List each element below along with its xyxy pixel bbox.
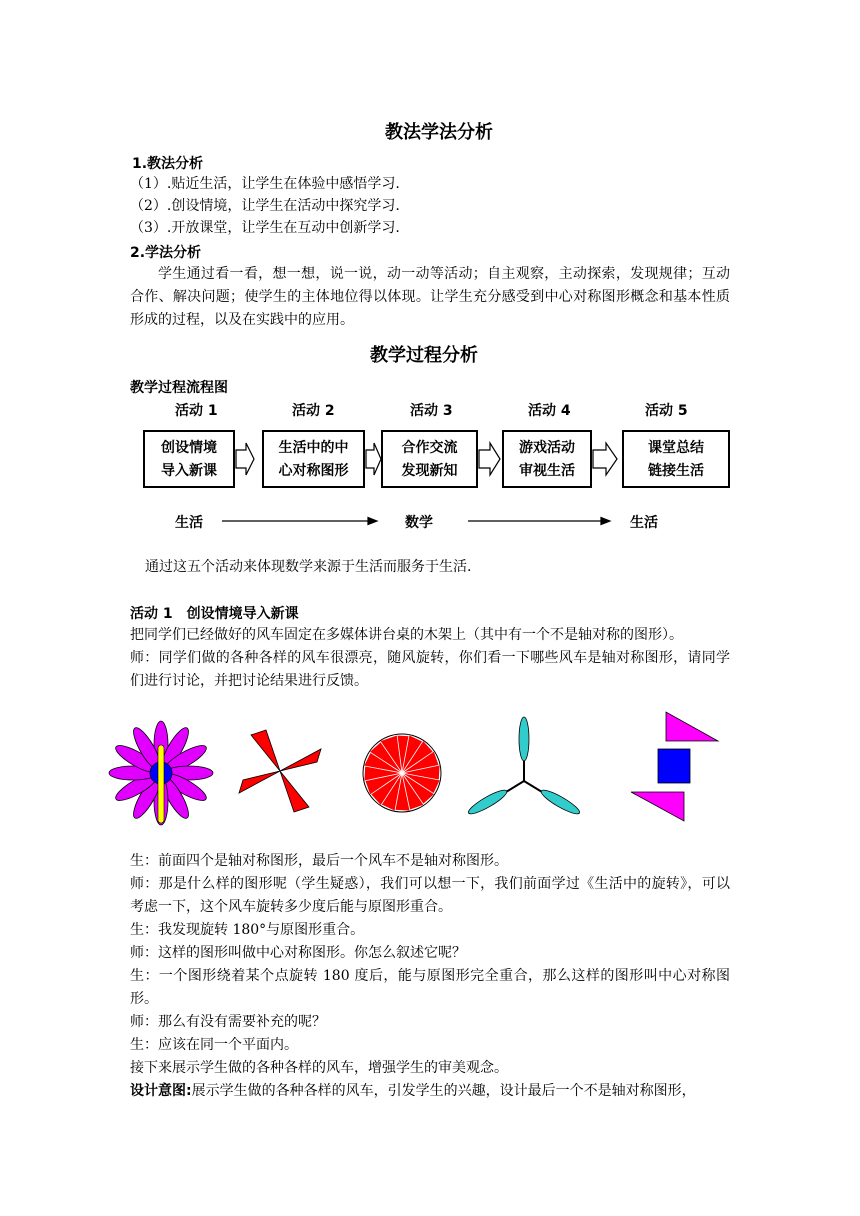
math-to-life-arrowhead-icon [601,518,610,525]
flowchart-title: 教学过程流程图 [130,380,228,396]
subheading-learning-method: 2.学法分析 [130,245,202,261]
dialog-line-8: 接下来展示学生做的各种各样的风车，增强学生的审美观念。 [130,1060,508,1076]
method-item-2: （2）.创设情境，让学生在活动中探究学习. [130,198,400,214]
flow-arrow-1-icon [236,443,254,475]
flow-box-3-line-2: 发现新知 [401,463,458,479]
purple-flower-pinwheel-icon [109,721,213,825]
flow-arrow-3-icon [479,443,500,475]
cyan-three-blade-pinwheel-icon [466,717,582,817]
activity1-line-1: 把同学们已经做好的风车固定在多媒体讲台桌的木架上（其中有一个不是轴对称的图形）。 [130,627,683,643]
method-item-1: （1）.贴近生活，让学生在体验中感悟学习. [130,176,400,192]
flow-box-5-line-2: 链接生活 [648,463,704,479]
flow-box-2-line-2: 心对称图形 [278,463,349,479]
activity1-heading: 活动 1 创设情境导入新课 [130,606,299,622]
dialog-line-6: 师：那么有没有需要补充的呢？ [130,1014,326,1030]
activity-label-4: 活动 4 [528,403,571,419]
flowchart-arrows [0,0,860,540]
flow-arrow-2-icon [366,443,381,475]
method-item-3: （3）.开放课堂，让学生在互动中创新学习. [130,220,400,236]
magenta-blue-asymmetric-pinwheel-icon [631,712,718,821]
flow-box-1-line-1: 创设情境 [161,440,217,456]
dialog-line-3: 生：我发现旋转 180°与原图形重合。 [130,922,365,938]
section-title-process: 教学过程分析 [370,345,478,366]
activity1-line-2: 师：同学们做的各种各样的风车很漂亮，随风旋转，你们看一下哪些风车是轴对称图形，请同学们进行讨论，并把讨论结果进行反馈。 [130,650,730,689]
flow-box-4-line-2: 审视生活 [519,463,575,479]
design-intent-text: 展示学生做的各种各样的风车，引发学生的兴趣，设计最后一个不是轴对称图形， [191,1083,696,1099]
learning-method-paragraph: 学生通过看一看，想一想，说一说，动一动等活动；自主观察，主动探索，发现规律；互动合作、解决问题；使学生的主体地位得以体现。让学生充分感受到中心对称图形概念和基本性质形成的过程，以及在实践中的应用。 [130,266,730,328]
flow-arrow-4-icon [593,443,617,475]
activity-label-2: 活动 2 [292,403,335,419]
flow-box-2-line-1: 生活中的中 [278,440,349,456]
flow-life-label-1: 生活 [175,515,203,531]
red-many-blade-pinwheel-icon [363,734,441,812]
flow-box-1-line-2: 导入新课 [161,463,217,479]
section-title-methods: 教法学法分析 [385,122,493,143]
design-intent [130,1080,730,1103]
flow-box-4-line-1: 游戏活动 [519,440,575,456]
activity-label-1: 活动 1 [175,403,218,419]
flow-box-5-line-1: 课堂总结 [648,440,704,456]
flow-summary: 通过这五个活动来体现数学来源于生活而服务于生活. [145,559,472,575]
life-to-math-arrowhead-icon [368,518,377,525]
activity-label-5: 活动 5 [645,403,688,419]
flow-box-3-line-1: 合作交流 [401,440,458,456]
red-two-blade-pinwheel-icon [239,730,321,812]
activity-label-3: 活动 3 [410,403,453,419]
design-intent-label: 设计意图: [130,1083,192,1099]
dialog-line-1: 生：前面四个是轴对称图形，最后一个风车不是轴对称图形。 [130,853,508,869]
dialog-line-2: 师：那是什么样的图形呢（学生疑惑），我们可以想一下，我们前面学过《生活中的旋转》，可以考虑一下，这个风车旋转多少度后能与原图形重合。 [130,876,730,915]
dialog-line-7: 生：应该在同一个平面内。 [130,1037,298,1053]
flow-math-label: 数学 [405,515,433,531]
dialog-line-4: 师：这样的图形叫做中心对称图形。你怎么叙述它呢？ [130,945,466,961]
subheading-teaching-method: 1.教法分析 [132,156,204,172]
pinwheel-figures [100,705,740,830]
dialog-line-5: 生：一个图形绕着某个点旋转 180 度后，能与原图形完全重合，那么这样的图形叫中心对称图形。 [130,968,730,1007]
flow-life-label-2: 生活 [630,515,658,531]
